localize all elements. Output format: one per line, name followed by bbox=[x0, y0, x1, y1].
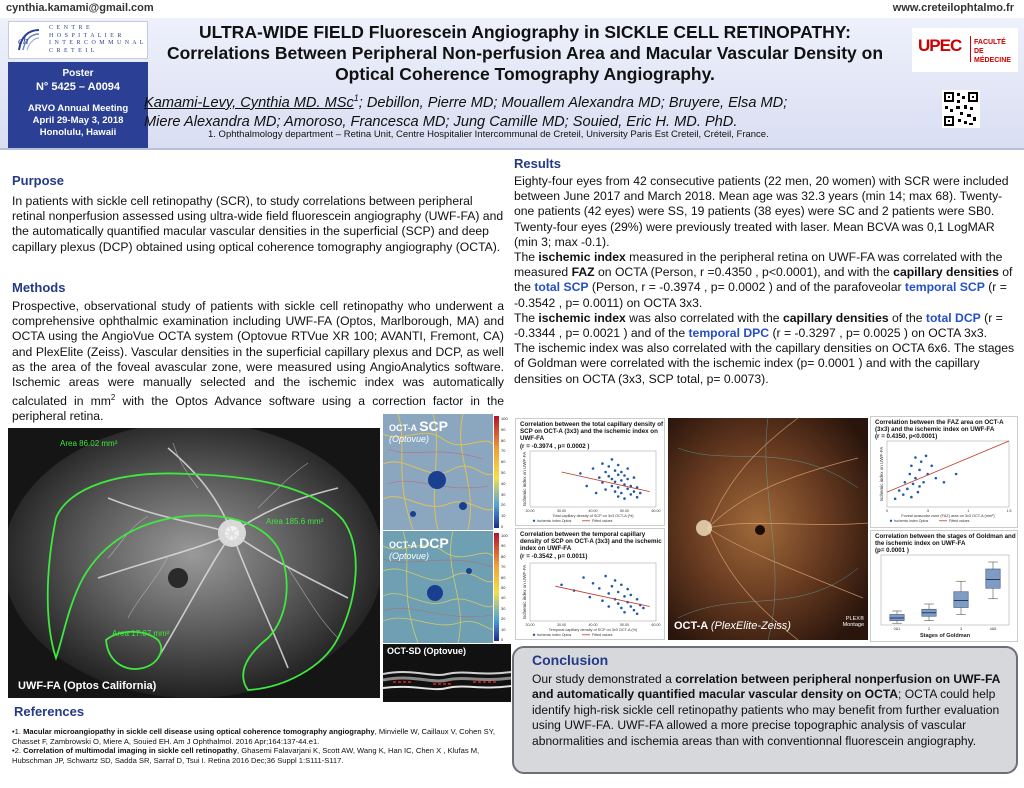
upec-faculty-line-1: FACULTÉ bbox=[974, 39, 1006, 46]
uwf-fa-image bbox=[8, 428, 380, 698]
colorbar-tick-label: 100 bbox=[501, 416, 508, 421]
data-point bbox=[592, 582, 595, 585]
data-point bbox=[617, 464, 620, 467]
meeting-info bbox=[8, 103, 148, 139]
results-text bbox=[514, 174, 1020, 387]
data-point bbox=[935, 477, 938, 480]
plex-montage-tag: PLEX® Montage bbox=[842, 616, 864, 628]
data-point bbox=[611, 478, 614, 481]
hospital-logo-mark-icon bbox=[15, 26, 43, 54]
data-point bbox=[955, 473, 958, 476]
results-heading: Results bbox=[514, 156, 561, 171]
data-point bbox=[617, 495, 620, 498]
oct-a-dcp-image bbox=[383, 531, 493, 643]
oct-a-scp-colorbar-ticks bbox=[501, 414, 513, 530]
results-paragraph-1: Eighty-four eyes from 42 consecutive patients (22 men, 20 women) with SCR were included between June 2017 and March 2018. Mean age was 32.3 years (min 14; max 68). Twenty-one patients (42 eyes) were SS, 19 patients (38 eyes) were SC and 2 patients were SB0. Twenty-four eyes (29%) were previously treated with laser. Mean BCVA was 0,1 LogMAR (min 3; max -0.1). bbox=[514, 174, 1009, 249]
data-point bbox=[636, 496, 639, 499]
x-tick-label: 30.00 bbox=[557, 509, 566, 513]
legend-label: Ischemic index Optos bbox=[894, 519, 929, 523]
y-axis-label: Ischemic index on UWF-FA bbox=[522, 564, 527, 620]
oct-a-scp-image bbox=[383, 414, 493, 530]
data-point bbox=[910, 496, 913, 499]
data-point bbox=[614, 579, 617, 582]
data-point bbox=[925, 455, 928, 458]
data-point bbox=[630, 605, 633, 608]
methods-text-part-2: with the Optos Advance software using a correction factor in the peripheral retina. bbox=[12, 394, 504, 424]
data-point bbox=[585, 485, 588, 488]
top-bar bbox=[0, 0, 1024, 18]
data-point bbox=[582, 576, 585, 579]
uwf-area-label-3: Area 17.07 mm² bbox=[112, 629, 170, 638]
legend-label: Ischemic index Optos bbox=[537, 633, 572, 637]
colorbar-tick-label: 0 bbox=[501, 524, 504, 529]
svg-text:ch: ch bbox=[18, 35, 29, 47]
title-line-3: Optical Coherence Tomography Angiography. bbox=[335, 64, 715, 84]
data-point bbox=[626, 467, 629, 470]
chart-goldman-plot bbox=[871, 531, 1019, 643]
reference-1: •1. Macular microangiopathy in sickle cell disease using optical coherence tomography angiography, Minvielle W, Caillaux V, Cohen SY, Chasset F, Zambrowski O, Miere A, Souied EH. Am J Ophthalmol. 2016 Apr;164:137-44.e1. bbox=[12, 727, 495, 746]
x-tick-label: 20.00 bbox=[525, 623, 535, 627]
data-point bbox=[604, 471, 607, 474]
data-point bbox=[918, 485, 921, 488]
x-tick-label: .5 bbox=[926, 509, 930, 513]
chart-scp-total-title: Correlation between the total capillary density of SCP on OCT-A (3x3) and the ischemic index on UWF-FA bbox=[520, 421, 664, 442]
data-point bbox=[623, 611, 626, 614]
chart-goldman-title: Correlation between the stages of Goldman and the ischemic index on UWF-FA bbox=[875, 533, 1016, 547]
legend-label: Fitted values bbox=[592, 633, 613, 637]
data-point bbox=[906, 488, 909, 491]
hospital-logo bbox=[8, 21, 148, 59]
uwf-area-label-1: Area 86.02 mm² bbox=[60, 439, 118, 448]
octa-plexelite-image bbox=[668, 418, 868, 640]
methods-sup: 2 bbox=[110, 393, 116, 403]
plot-area bbox=[887, 441, 1009, 507]
data-point bbox=[601, 599, 604, 602]
logo-line-3: I N T E R C O M M U N A L bbox=[49, 40, 145, 46]
legend-marker bbox=[533, 520, 535, 522]
data-point bbox=[623, 497, 626, 500]
octa-plexelite-label: OCT-A (PlexElite-Zeiss) bbox=[674, 620, 791, 632]
data-point bbox=[620, 583, 623, 586]
chart-scp-total-plot bbox=[516, 419, 666, 527]
hospital-logo-text bbox=[49, 25, 144, 55]
first-author: Kamami-Levy, Cynthia MD. MSc bbox=[144, 94, 354, 111]
results-paragraph-2: The ischemic index measured in the peripheral retina on UWF-FA was correlated with the measured FAZ on OCTA (Person, r =0.4350 , p<0.0001), and with the capillary densities of the total SCP (Person, r = -0.3974 , p= 0.0002 ) and of the parafoveolar temporal SCP (r = -0.3542 , p= 0.0011) on OCTA 3x3. bbox=[514, 250, 1013, 310]
colorbar-tick-label: 90 bbox=[501, 543, 506, 549]
data-point bbox=[620, 607, 623, 610]
meeting-dates: April 29-May 3, 2018 bbox=[32, 115, 124, 126]
logo-line-2: H O S P I T A L I E R bbox=[49, 32, 123, 39]
data-point bbox=[604, 575, 607, 578]
data-point bbox=[908, 473, 911, 476]
data-point bbox=[633, 476, 636, 479]
oct-a-dcp-label-b: DCP bbox=[419, 535, 449, 551]
data-point bbox=[898, 489, 901, 492]
methods-heading: Methods bbox=[12, 280, 66, 295]
data-point bbox=[579, 472, 582, 475]
purpose-text: In patients with sickle cell retinopathy (SCR), to study correlations between peripheral retinal nonperfusion assessed using ultra-wide field fluorescein angiography (UWF-FA) and the automatically quantified macular vascular densities in the superficial (SCP) and deep capillary plexus (DCP) obtained using optical coherence tomography angiography (OCTA). bbox=[12, 194, 504, 254]
data-point bbox=[902, 493, 905, 496]
data-point bbox=[560, 583, 563, 586]
meeting-place: Honolulu, Hawaii bbox=[39, 127, 117, 138]
title-line-1: ULTRA-WIDE FIELD Fluorescein Angiography in SICKLE CELL RETINOPATHY: bbox=[198, 22, 852, 42]
poster-number: N° 5425 – A0094 bbox=[35, 81, 121, 93]
data-point bbox=[642, 607, 645, 610]
colorbar-tick-label: 30 bbox=[501, 491, 506, 497]
chart-scp-total bbox=[515, 418, 665, 526]
data-point bbox=[607, 465, 610, 468]
y-axis-label: Ischemic index on UWF-FA bbox=[879, 446, 884, 502]
data-point bbox=[922, 481, 925, 484]
colorbar-tick-label: 20 bbox=[501, 616, 506, 622]
upec-faculty-line-2: DE MÉDECINE bbox=[974, 48, 1011, 64]
data-point bbox=[614, 490, 617, 493]
logo-line-4: C R E T E I L bbox=[49, 47, 96, 54]
title-line-2: Correlations Between Peripheral Non-perfusion Area and Macular Vascular Density on bbox=[166, 43, 884, 63]
logo-line-1: C E N T R E bbox=[49, 25, 91, 31]
purpose-heading: Purpose bbox=[12, 173, 65, 188]
chart-scp-total-annotation: (r = -0.3974 , p= 0.0002 ) bbox=[520, 443, 590, 450]
data-point bbox=[620, 492, 623, 495]
data-point bbox=[636, 598, 639, 601]
data-point bbox=[595, 492, 598, 495]
results-paragraph-3: The ischemic index was also correlated with the capillary densities of the total DCP (r = -0.3344 , p= 0.0021 ) and of the temporal DPC (r = -0.3297 , p= 0.0025 ) on OCTA 3x3. bbox=[514, 310, 1003, 341]
chart-scp-temporal bbox=[515, 528, 665, 640]
data-point bbox=[611, 458, 614, 461]
data-point bbox=[639, 492, 642, 495]
data-point bbox=[611, 485, 614, 488]
data-point bbox=[620, 471, 623, 474]
x-axis-label: Foveal avascular zone (FAZ) area on 3x3 OCT-A (mm²) bbox=[901, 514, 995, 518]
oct-a-dcp-colorbar-ticks bbox=[501, 531, 513, 643]
legend-label: Fitted values bbox=[949, 519, 970, 523]
data-point bbox=[592, 467, 595, 470]
colorbar-tick-label: 10 bbox=[501, 626, 506, 632]
x-tick-label: 1.5 bbox=[1006, 509, 1012, 513]
data-point bbox=[607, 475, 610, 478]
author-list bbox=[144, 89, 924, 132]
data-point bbox=[914, 456, 917, 459]
data-point bbox=[617, 474, 620, 477]
colorbar-tick-label: 50 bbox=[501, 470, 506, 475]
chart-faz bbox=[870, 416, 1018, 528]
oct-a-dcp-label-c: (Optovue) bbox=[389, 551, 430, 561]
data-point bbox=[894, 497, 897, 500]
data-point bbox=[611, 585, 614, 588]
data-point bbox=[617, 591, 620, 594]
website-link[interactable]: www.creteilophtalmo.fr bbox=[892, 2, 1014, 14]
data-point bbox=[626, 488, 629, 491]
category-label: 2 bbox=[927, 627, 931, 631]
uwf-fa-angiogram-icon bbox=[8, 428, 380, 698]
data-point bbox=[607, 592, 610, 595]
oct-sd-label: OCT-SD (Optovue) bbox=[387, 646, 466, 656]
chart-goldman bbox=[870, 530, 1018, 642]
colorbar-tick-label: 50 bbox=[501, 585, 506, 590]
data-point bbox=[914, 477, 917, 480]
uwf-fa-label: UWF-FA (Optos California) bbox=[18, 680, 157, 692]
x-tick-label: 60.00 bbox=[651, 509, 661, 513]
poster-header bbox=[0, 18, 1024, 150]
chart-faz-plot bbox=[871, 417, 1019, 529]
authors-line-1: ; Debillon, Pierre MD; Mouallem Alexandra MD; Bruyere, Elsa MD; bbox=[358, 94, 788, 111]
category-label: 0&1 bbox=[893, 627, 901, 631]
colorbar-tick-label: 80 bbox=[501, 553, 506, 559]
box bbox=[954, 592, 968, 608]
results-paragraph-4: The ischemic index was also correlated with the capillary densities on OCTA 6x6. The stages of Goldman were correlated with the ischemic index (p= 0.0001 ) and with the capillary densities on OCTA (3x3, SCP total, p= 0.0073). bbox=[514, 341, 1015, 386]
oct-a-scp-label-b: SCP bbox=[419, 418, 448, 434]
poster-label: Poster bbox=[62, 68, 94, 79]
legend-marker bbox=[533, 634, 535, 636]
x-tick-label: 40.00 bbox=[588, 623, 598, 627]
colorbar-tick-label: 100 bbox=[501, 533, 508, 538]
data-point bbox=[623, 474, 626, 477]
data-point bbox=[626, 588, 629, 591]
x-tick-label: 30.00 bbox=[557, 623, 566, 627]
colorbar-tick-label: 60 bbox=[501, 574, 506, 580]
data-point bbox=[620, 479, 623, 482]
methods-text-part-1: Prospective, observational study of patients with sickle cell retinopathy who underwent a comprehensive ophthalmic examination including UWF-FA (Optos, Marlborough, MA) and OCTA using the AngioVue OCTA system (Optovue RTVue XR 100; AVANTI, Fremont, CA) and PlexElite (Zeiss). Vascular densities in the superficial capillary plexus and DCP, as well as the area of the foveal avascular zone, were measured using AngioAnalytics software. Ischemic areas were manually selected and the ischemic index was automatically calculated in mm bbox=[12, 299, 504, 409]
data-point bbox=[617, 486, 620, 489]
data-point bbox=[910, 464, 913, 467]
oct-a-scp-label-c: (Optovue) bbox=[389, 434, 430, 444]
methods-text bbox=[12, 299, 504, 425]
x-tick-label: 0 bbox=[886, 509, 888, 513]
data-point bbox=[614, 481, 617, 484]
colorbar-tick-label: 40 bbox=[501, 595, 506, 601]
data-point bbox=[904, 481, 907, 484]
chart-scp-temporal-annotation: (r = -0.3542 , p= 0.0011) bbox=[520, 553, 588, 560]
data-point bbox=[918, 469, 921, 472]
upec-logo bbox=[912, 28, 1018, 72]
oct-a-dcp-label-a: OCT-A bbox=[389, 540, 417, 550]
affiliation: 1. Ophthalmology department – Retina Unit, Centre Hospitalier Intercommunal de Creteil, University Paris Est Creteil, Créteil, France. bbox=[208, 129, 769, 140]
data-point bbox=[617, 602, 620, 605]
upec-name: UPEC bbox=[918, 36, 962, 55]
data-point bbox=[917, 491, 920, 494]
reference-2: •2. Correlation of multimodal imaging in sickle cell retinopathy, Ghasemi Falavarjani K, Scott AW, Wang K, Han IC, Chen X , Klufas M, Hubschman JP, Schwartz SD, Sadda SR, Sarraf D, Tsui I. Retina 2016 Dec;36 Suppl 1:S111-S117. bbox=[12, 746, 480, 765]
data-point bbox=[633, 490, 636, 493]
octa-plexelite-montage-icon bbox=[668, 418, 868, 640]
oct-a-scp-label bbox=[389, 418, 448, 444]
x-tick-label: 1 bbox=[967, 509, 970, 513]
data-point bbox=[598, 587, 601, 590]
category-label: 4&5 bbox=[989, 627, 997, 631]
authors-line-2: Miere Alexandra MD; Amoroso, Francesca MD; Jung Camille MD; Souied, Eric H. MD. PhD. bbox=[144, 113, 738, 130]
data-point bbox=[607, 605, 610, 608]
data-point bbox=[601, 462, 604, 465]
conclusion-heading: Conclusion bbox=[532, 652, 609, 668]
colorbar-tick-label: 90 bbox=[501, 426, 506, 432]
colorbar-tick-label: 70 bbox=[501, 448, 506, 454]
upec-faculty bbox=[974, 38, 1018, 65]
x-tick-label: 40.00 bbox=[588, 509, 598, 513]
conclusion-box bbox=[512, 646, 1018, 774]
upec-divider bbox=[970, 36, 971, 62]
oct-sd-image bbox=[383, 644, 511, 702]
x-axis-label: Total capillary density of SCP on 3x3 OCT-A (%) bbox=[552, 514, 634, 518]
uwf-area-label-2: Area 185.6 mm² bbox=[266, 517, 324, 526]
data-point bbox=[604, 488, 607, 491]
chart-faz-annotation: (r = 0.4350, p<0.0001) bbox=[875, 433, 938, 440]
data-point bbox=[626, 478, 629, 481]
oct-a-scp-label-a: OCT-A bbox=[389, 423, 417, 433]
chart-scp-temporal-title: Correlation between the temporal capillary density of SCP on OCT-A (3x3) and the ischemic index on UWF-FA bbox=[520, 531, 662, 552]
data-point bbox=[598, 476, 601, 479]
data-point bbox=[589, 596, 592, 599]
y-axis-label: Ischemic index on UWF-FA bbox=[522, 451, 527, 507]
colorbar-tick-label: 20 bbox=[501, 502, 506, 508]
data-point bbox=[630, 594, 633, 597]
colorbar-tick-label: 10 bbox=[501, 513, 506, 519]
x-tick-label: 60.00 bbox=[651, 623, 661, 627]
data-point bbox=[943, 481, 946, 484]
references-heading: References bbox=[14, 704, 85, 719]
x-tick-label: 50.00 bbox=[620, 623, 629, 627]
legend-label: Fitted values bbox=[592, 519, 613, 523]
data-point bbox=[920, 460, 923, 463]
colorbar-tick-label: 70 bbox=[501, 564, 506, 570]
colorbar-tick-label: 80 bbox=[501, 437, 506, 443]
chart-goldman-annotation: (p= 0.0001 ) bbox=[875, 547, 909, 554]
colorbar-tick-label: 60 bbox=[501, 459, 506, 465]
references-list bbox=[12, 727, 504, 765]
x-axis-label: Temporal capillary density of SCP on 3x3 OCT-A (%) bbox=[548, 628, 638, 632]
legend-label: Ischemic index Optos bbox=[537, 519, 572, 523]
qr-code-icon[interactable] bbox=[942, 90, 980, 128]
data-point bbox=[630, 493, 633, 496]
data-point bbox=[614, 469, 617, 472]
plot-area bbox=[530, 563, 656, 621]
conclusion-text: Our study demonstrated a correlation between peripheral nonperfusion on UWF-FA and automatically quantified macular vascular density on OCTA; OCTA could help identify high-risk sickle cell retinopathy patients who may benefit from further evaluation using UWF-FA. UWF-FA allowed a more precise topographic analysis of vascular abnormalities and ischemia areas than with conventionnal fluorescein angiography. bbox=[532, 672, 1000, 748]
data-point bbox=[930, 464, 933, 467]
data-point bbox=[623, 595, 626, 598]
colorbar-tick-label: 40 bbox=[501, 480, 506, 486]
data-point bbox=[633, 609, 636, 612]
category-label: 3 bbox=[959, 627, 963, 631]
data-point bbox=[912, 483, 915, 486]
x-axis-label: Stages of Goldman bbox=[919, 633, 971, 639]
poster-info-box bbox=[8, 62, 148, 148]
colorbar-tick-label: 30 bbox=[501, 605, 506, 611]
colorbar-tick-label: 0 bbox=[501, 637, 504, 642]
oct-a-dcp-label bbox=[389, 535, 449, 561]
box bbox=[986, 569, 1000, 588]
chart-faz-title: Correlation between the FAZ area on OCT-A (3x3) and the ischemic index on UWF-FA bbox=[875, 419, 1004, 433]
author-sup: 1 bbox=[353, 93, 359, 103]
poster-title bbox=[150, 22, 900, 85]
x-tick-label: 50.00 bbox=[620, 509, 629, 513]
x-tick-label: 20.00 bbox=[525, 509, 535, 513]
contact-email[interactable]: cynthia.kamami@gmail.com bbox=[6, 2, 154, 14]
meeting-name: ARVO Annual Meeting bbox=[27, 103, 129, 114]
data-point bbox=[636, 612, 639, 615]
legend-marker bbox=[890, 520, 892, 522]
chart-scp-temporal-plot bbox=[516, 529, 666, 641]
